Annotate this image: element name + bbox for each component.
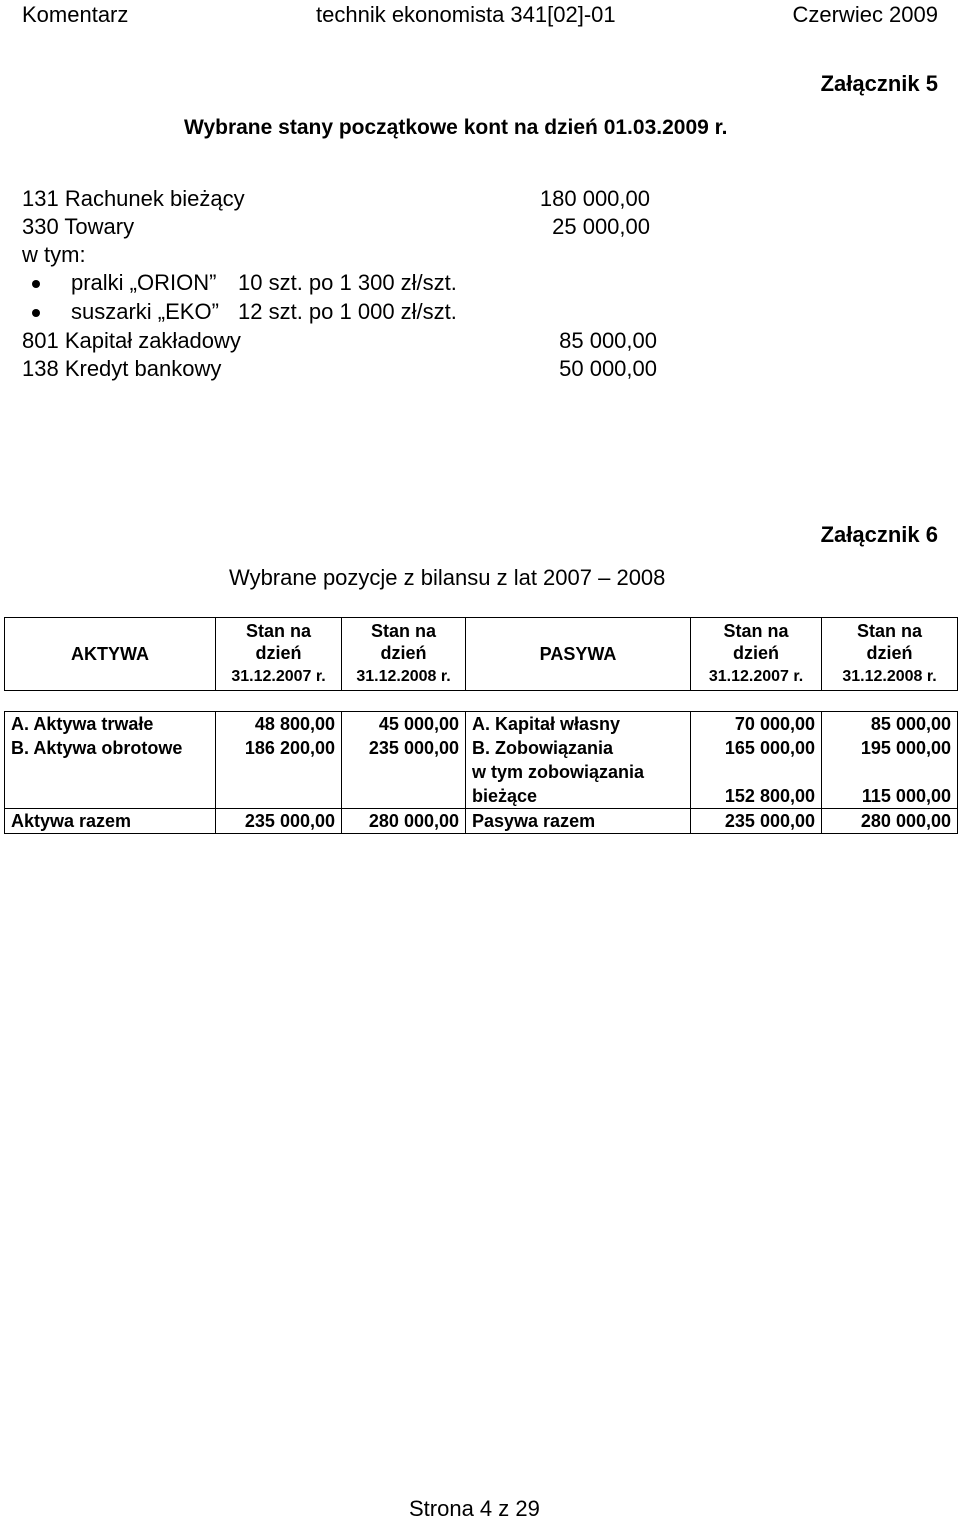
header-right: Czerwiec 2009: [792, 2, 938, 27]
pasywa-label: B. Zobowiązania: [466, 736, 691, 760]
aktywa-total-2007: 235 000,00: [216, 809, 342, 834]
pasywa-2007-value: 165 000,00: [691, 736, 822, 760]
account-label: 138 Kredyt bankowy: [22, 356, 222, 381]
pasywa-2007-value: 152 800,00: [691, 760, 822, 809]
account-label: 330 Towary: [22, 214, 135, 239]
annex5-label: Załącznik 5: [820, 71, 938, 96]
table-row: [5, 760, 958, 809]
header-aktywa: AKTYWA: [5, 618, 216, 691]
account-label: 801 Kapitał zakładowy: [22, 328, 241, 353]
pasywa-total-2007: 235 000,00: [691, 809, 822, 834]
aktywa-2007-value: 48 800,00: [216, 712, 342, 737]
annex6-label: Załącznik 6: [820, 522, 938, 547]
account-amount: 180 000,00: [539, 186, 650, 211]
bullet-item-name: suszarki „EKO”: [71, 299, 219, 324]
header-aktywa-2008: Stan na dzień 31.12.2008 r.: [342, 618, 466, 691]
aktywa-2008-value: 235 000,00: [342, 736, 466, 760]
aktywa-total-2008: 280 000,00: [342, 809, 466, 834]
bullet-item-qty: 10 szt. po 1 300 zł/szt.: [238, 270, 457, 295]
pasywa-2008-value: 195 000,00: [822, 736, 958, 760]
header-aktywa-2007: Stan na dzień 31.12.2007 r.: [216, 618, 342, 691]
pasywa-2008-value: 115 000,00: [822, 760, 958, 809]
bullet-item-qty: 12 szt. po 1 000 zł/szt.: [238, 299, 457, 324]
account-amount: 50 000,00: [559, 356, 657, 381]
aktywa-2007-value: 186 200,00: [216, 736, 342, 760]
bullet-icon: [32, 280, 40, 288]
header-pasywa-2007: Stan na dzień 31.12.2007 r.: [691, 618, 822, 691]
table-header-row: [5, 618, 958, 691]
balance-table: [4, 617, 958, 834]
pasywa-label: A. Kapitał własny: [466, 712, 691, 737]
annex5-title: Wybrane stany początkowe kont na dzień 01.03.2009 r.: [184, 116, 728, 139]
header-pasywa: PASYWA: [466, 618, 691, 691]
header-center: technik ekonomista 341[02]-01: [316, 2, 616, 27]
table-row: [5, 736, 958, 760]
aktywa-label: A. Aktywa trwałe: [5, 712, 216, 737]
in-which-label: w tym:: [22, 242, 86, 267]
annex6-title: Wybrane pozycje z bilansu z lat 2007 – 2008: [229, 565, 666, 590]
account-amount: 85 000,00: [559, 328, 657, 353]
pasywa-total-2008: 280 000,00: [822, 809, 958, 834]
header-pasywa-2008: Stan na dzień 31.12.2008 r.: [822, 618, 958, 691]
header-left: Komentarz: [22, 2, 129, 27]
pasywa-total-label: Pasywa razem: [466, 809, 691, 834]
account-amount: 25 000,00: [552, 214, 650, 239]
page-number: Strona 4 z 29: [409, 1496, 540, 1521]
pasywa-2007-value: 70 000,00: [691, 712, 822, 737]
pasywa-2008-value: 85 000,00: [822, 712, 958, 737]
table-total-row: [5, 809, 958, 834]
aktywa-2008-value: 45 000,00: [342, 712, 466, 737]
pasywa-sub-label: w tym zobowiązania bieżące: [466, 760, 691, 809]
aktywa-total-label: Aktywa razem: [5, 809, 216, 834]
bullet-icon: [32, 309, 40, 317]
account-label: 131 Rachunek bieżący: [22, 186, 245, 211]
table-row: [5, 712, 958, 737]
aktywa-label: B. Aktywa obrotowe: [5, 736, 216, 760]
bullet-item-name: pralki „ORION”: [71, 270, 217, 295]
